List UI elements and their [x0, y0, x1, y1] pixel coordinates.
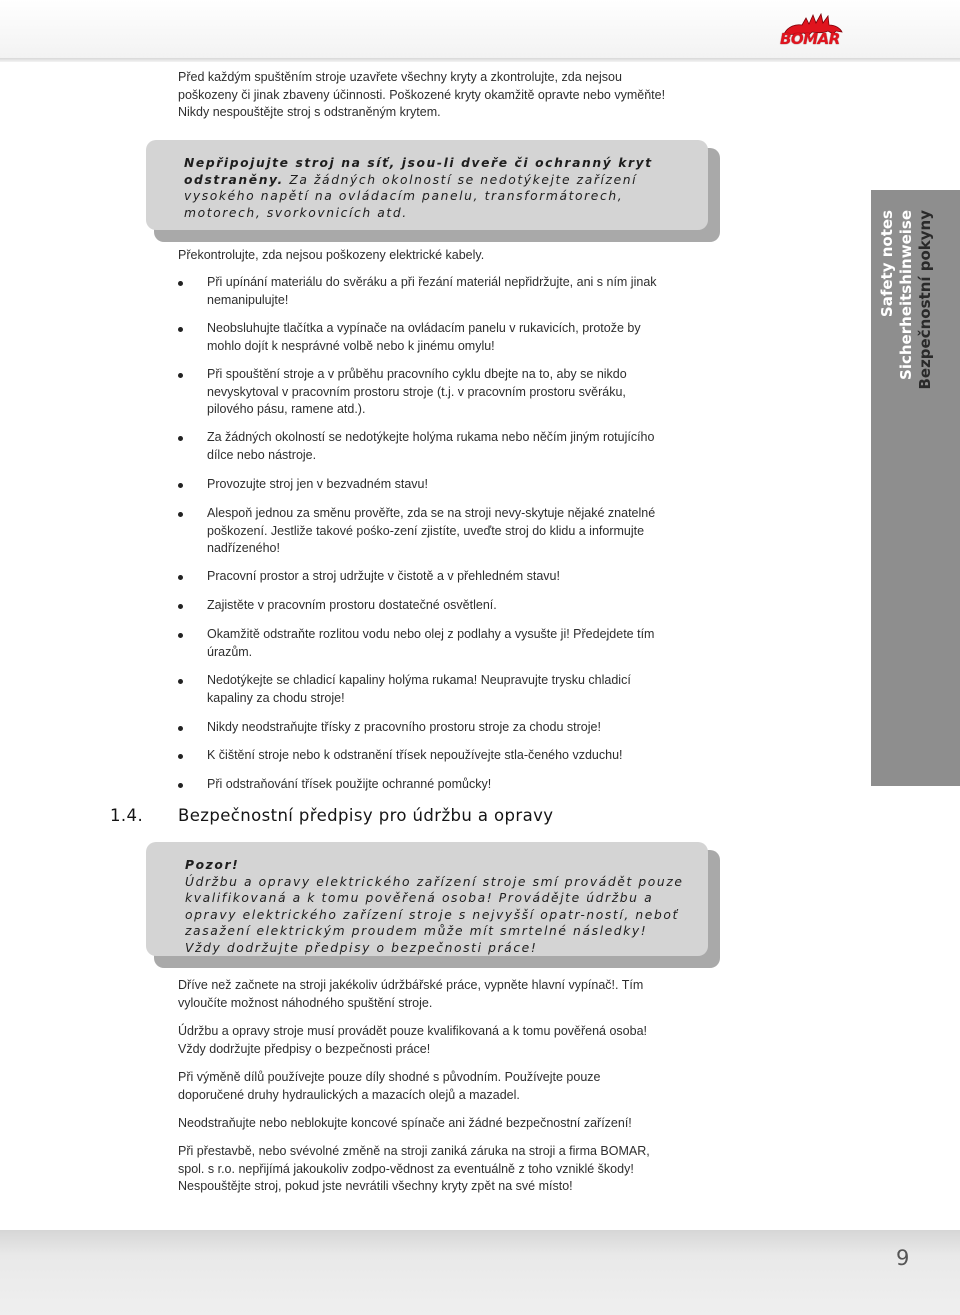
- page-footer: [0, 1230, 960, 1315]
- warning-text-electric: [184, 155, 704, 221]
- section-title: Bezpečnostní předpisy pro údržbu a opravy: [178, 806, 554, 825]
- text-line: nevyskytoval v pracovním prostoru stroje (t.j. v pracovním prostoru svěráku,: [207, 384, 626, 399]
- text-line: spol. s r.o. nepřijímá jakoukoliv zodpo-vědnost za eventuálně z toho vzniklé škody!: [178, 1161, 634, 1176]
- bullet-dot-icon: [178, 512, 183, 517]
- text-line: Před každým spuštěním stroje uzavřete všechny kryty a zkontrolujte, zda nejsou: [178, 70, 622, 84]
- text-line: vyloučíte možnost náhodného spuštění stroje.: [178, 995, 433, 1010]
- warning-line: vysokého napětí na ovládacím panelu, transformátorech,: [184, 189, 624, 203]
- text-line: Dříve než začnete na stroji jakékoliv údržbářské práce, vypněte hlavní vypínač!. Tím: [178, 978, 644, 992]
- bullet-dot-icon: [178, 604, 183, 609]
- brand-logo-text: BOMAR: [780, 30, 840, 48]
- text-line: Při přestavbě, nebo svévolné změně na stroji zaniká záruka na stroji a firma BOMAR,: [178, 1144, 650, 1158]
- bullet-dot-icon: [178, 633, 183, 638]
- warning-line: kvalifikovaná a k tomu pověřená osoba! Provádějte údržbu a: [185, 891, 654, 905]
- bullet-dot-icon: [178, 373, 183, 378]
- warning-title: Pozor!: [185, 858, 240, 872]
- text-line: Nespouštějte stroj, pokud jste nevrátili všechny kryty zpět na své místo!: [178, 1179, 573, 1193]
- warning-line: Za žádných okolností se nedotýkejte zařízení: [283, 172, 638, 187]
- intro-paragraph: [178, 69, 668, 122]
- text-line: nadřízeného!: [207, 541, 280, 555]
- bullet-dot-icon: [178, 754, 183, 759]
- warning-line: Vždy dodržujte předpisy o bezpečnosti práce!: [185, 940, 538, 955]
- maintenance-paragraph: [178, 1143, 668, 1196]
- text-line: Neodstraňujte nebo neblokujte koncové spínače ani žádné bezpečnostní zařízení!: [178, 1116, 632, 1130]
- text-line: Nedotýkejte se chladicí kapaliny holýma rukama! Neupravujte trysku chladicí: [207, 673, 631, 687]
- warning-bold-line: odstraněny.: [184, 172, 284, 187]
- bullet-dot-icon: [178, 726, 183, 731]
- warning-line: Údržbu a opravy elektrického zařízení stroje smí provádět pouze: [185, 874, 684, 889]
- text-line: Při výměně dílů používejte pouze díly shodné s původním. Používejte pouze: [178, 1070, 601, 1084]
- warning-text-maintenance: [185, 857, 705, 956]
- text-line: Okamžitě odstraňte rozlitou vodu nebo olej z podlahy a vysušte ji! Předejdete tím: [207, 627, 655, 641]
- text-line: Při odstraňování třísek použijte ochranné pomůcky!: [207, 777, 492, 791]
- side-tab-label-de: Sicherheitshinweise: [897, 210, 915, 380]
- text-line: dílce nebo nástroje.: [207, 447, 317, 462]
- warning-line: opravy elektrického zařízení stroje s nejvyšší opatr-ností, neboť: [185, 907, 679, 922]
- text-line: nemanipulujte!: [207, 292, 289, 307]
- text-line: Neobsluhujte tlačítka a vypínače na ovládacím panelu v rukavicích, protože by: [207, 321, 641, 335]
- text-line: Vždy dodržujte předpisy o bezpečnosti práce!: [178, 1041, 431, 1056]
- section-number: 1.4.: [110, 806, 144, 825]
- text-line: Nikdy neodstraňujte třísky z pracovního prostoru stroje za chodu stroje!: [207, 720, 601, 734]
- text-line: doporučené druhy hydraulických a mazacích olejů a mazadel.: [178, 1087, 520, 1102]
- bullet-dot-icon: [178, 483, 183, 488]
- text-line: Alespoň jednou za směnu prověřte, zda se na stroji nevy-skytuje nějaké znatelné: [207, 506, 656, 520]
- warning-line: zasažení elektrickým proudem může mít smrtelné následky!: [185, 924, 648, 938]
- text-line: Provozujte stroj jen v bezvadném stavu!: [207, 477, 428, 491]
- bullet-dot-icon: [178, 281, 183, 286]
- header-divider: [0, 58, 960, 62]
- bullet-dot-icon: [178, 575, 183, 580]
- text-line: Údržbu a opravy stroje musí provádět pouze kvalifikovaná a k tomu pověřená osoba!: [178, 1024, 648, 1038]
- text-line: úrazům.: [207, 644, 253, 659]
- text-line: pilového pásu, ramene atd.).: [207, 402, 366, 416]
- text-line: Pracovní prostor a stroj udržujte v čistotě a v přehledném stavu!: [207, 569, 560, 583]
- text-line: K čištění stroje nebo k odstranění třísek nepoužívejte stla-čeného vzduchu!: [207, 748, 623, 762]
- bullet-dot-icon: [178, 783, 183, 788]
- side-tab-label-en: Safety notes: [878, 210, 896, 318]
- maintenance-paragraph: [178, 1023, 668, 1058]
- bullet-dot-icon: [178, 679, 183, 684]
- maintenance-paragraph: [178, 1115, 668, 1133]
- text-line: kapaliny za chodu stroje!: [207, 690, 345, 705]
- maintenance-paragraph: [178, 977, 668, 1012]
- maintenance-paragraph: [178, 1069, 668, 1104]
- warning-line: motorech, svorkovnicích atd.: [184, 205, 408, 220]
- bullet-dot-icon: [178, 327, 183, 332]
- side-tab-label-cz: Bezpečnostní pokyny: [916, 210, 934, 390]
- text-line: Při upínání materiálu do svěráku a při řezání materiál nepřidržujte, ani s ním jinak: [207, 275, 657, 289]
- text-line: poškozeny či jinak zbaveny účinnosti. Poškozené kryty okamžitě opravte nebo vyměňte!: [178, 87, 666, 102]
- warning-bold-line: Nepřipojujte stroj na síť, jsou-li dveře či ochranný kryt: [184, 156, 653, 170]
- text-line: Zajistěte v pracovním prostoru dostatečné osvětlení.: [207, 598, 497, 612]
- text-line: Nikdy nespouštějte stroj s odstraněným krytem.: [178, 105, 441, 119]
- text-line: poškození. Jestliže takové pośko-zení zjistíte, uveďte stroj do klidu a informujte: [207, 523, 645, 538]
- text-line: Při spouštění stroje a v průběhu pracovního cyklu dbejte na to, aby se nikdo: [207, 367, 627, 381]
- page-number: 9: [896, 1246, 910, 1270]
- text-line: mohlo dojít k nesprávné volbě nebo k jinému omylu!: [207, 338, 495, 353]
- check-cables-text: Překontrolujte, zda nejsou poškozeny elektrické kabely.: [178, 248, 485, 262]
- bullet-dot-icon: [178, 436, 183, 441]
- text-line: Za žádných okolností se nedotýkejte holýma rukama nebo něčím jiným rotujícího: [207, 430, 655, 444]
